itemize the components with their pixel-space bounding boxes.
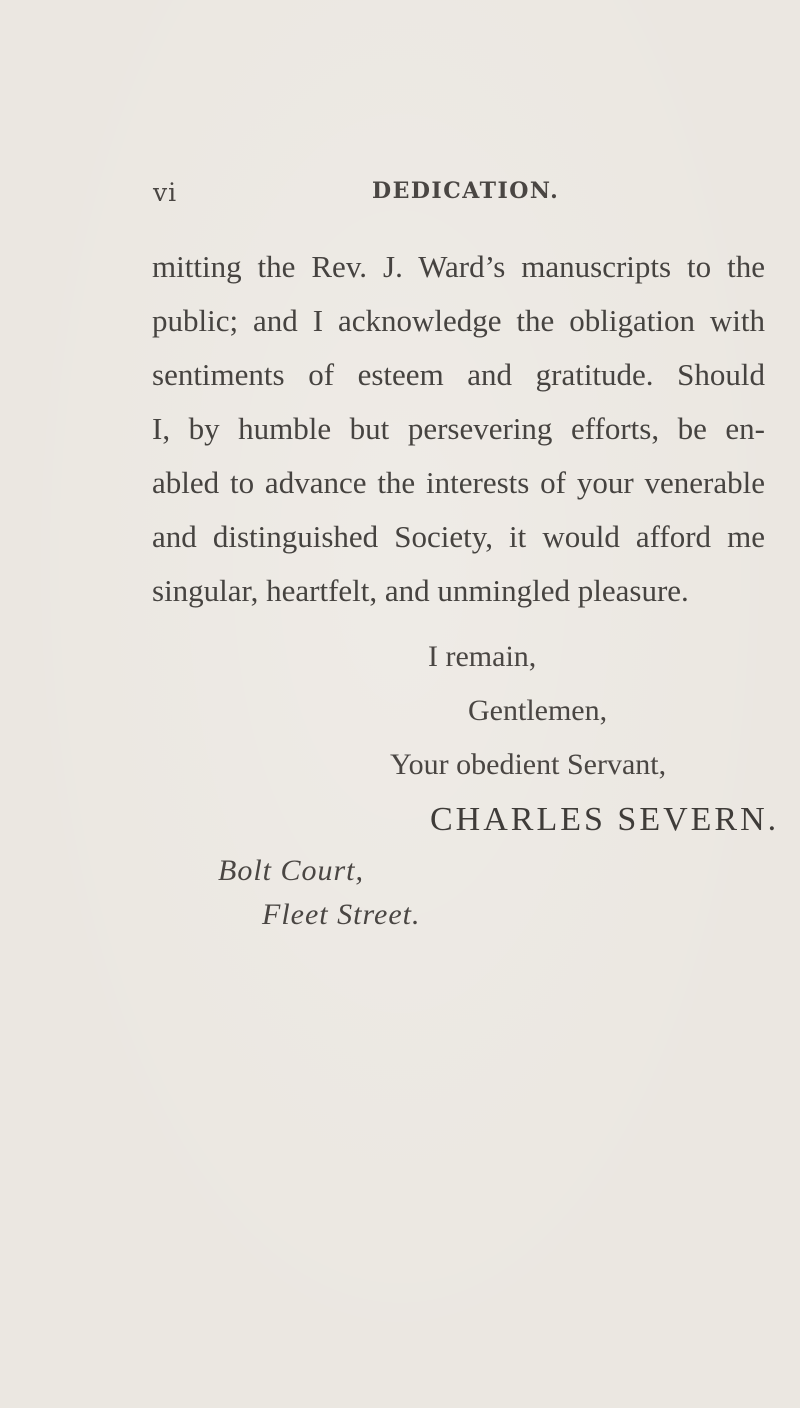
closing-salutation: Gentlemen, — [468, 694, 608, 727]
body-line: public; and I acknowledge the obligation with — [152, 303, 765, 338]
body-line: abled to advance the interests of your venerable — [152, 465, 765, 500]
closing-valediction: Your obedient Servant, — [390, 748, 667, 781]
address-line-2: Fleet Street. — [262, 898, 421, 931]
dedication-body — [152, 240, 765, 618]
page-number: vi — [153, 178, 178, 207]
page-header — [0, 178, 800, 218]
body-line: mitting the Rev. J. Ward’s manuscripts to the — [152, 249, 765, 284]
address-line-1: Bolt Court, — [218, 854, 365, 887]
running-head: DEDICATION. — [372, 178, 560, 204]
body-line: singular, heartfelt, and unmingled pleasure. — [152, 573, 689, 608]
body-line: and distinguished Society, it would afford me — [152, 519, 765, 554]
body-line: sentiments of esteem and gratitude. Should — [152, 357, 765, 392]
closing-remain: I remain, — [428, 640, 537, 673]
signature: CHARLES SEVERN. — [430, 801, 780, 838]
body-line: I, by humble but persevering efforts, be en- — [152, 411, 765, 446]
